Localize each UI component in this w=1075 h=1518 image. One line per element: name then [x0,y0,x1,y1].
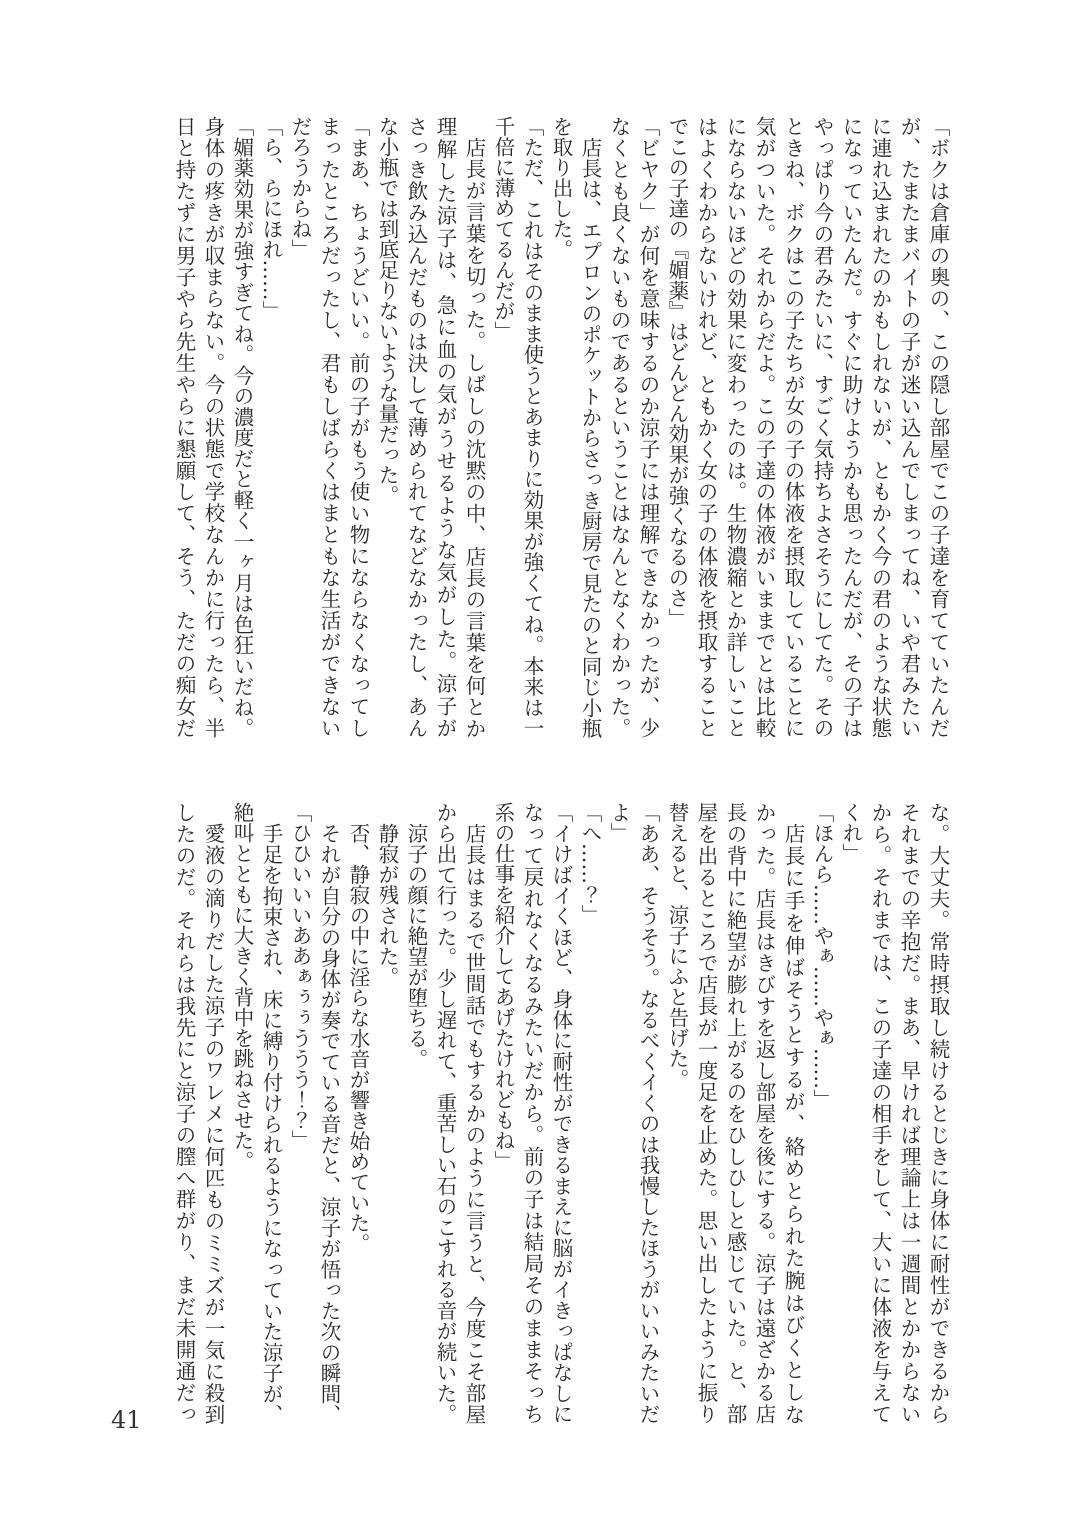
text-column: 否、静寂の中に淫らな水音が響き始めていた。 [346,822,370,1253]
text-column: やっぱり今の君みたいに、すごく気持ちよさそうにしてた。その [810,116,834,738]
text-column: から出て行った。少し遅れて、重苦しい石のこすれる音が続いた。 [433,802,457,1425]
text-column: 系の仕事を紹介してあげたけれどもね」 [491,802,515,1171]
text-column: だろうからね」 [288,116,312,260]
text-column: 「イけばイくほど、身体に耐性ができるまえに脳がイきっぱなしに [549,802,573,1424]
text-column: 手足を拘束され、床に縛り付けられるようになっていた涼子が、 [259,822,283,1424]
text-column: 「ただ、これはそのまま使うとあまりに効果が強くてね。本来は一 [520,116,544,739]
text-column: 「へ……？」 [578,802,602,925]
text-column: 気がついた。それからだよ。この子達の体液がいままでとは比較 [752,116,776,738]
text-column: 店長に手を伸ばそうとするが、絡めとられた腕はびくとしな [781,822,805,1424]
text-column: 千倍に薄めてるんだが」 [491,116,515,342]
text-column: にならないほどの効果に変わったのは。生物濃縮とか詳しいこと [723,116,747,738]
text-column: 「まあ、ちょうどいい。前の子がもう使い物にならなくなってし [346,116,370,738]
text-column: なくとも良くないものであるということはなんとなくわかった。 [607,116,631,738]
text-column: 「ほんら……やぁ……やぁ……」 [810,802,834,1110]
text-column: になっていたんだ。すぐに助けようかも思ったんだが、その子は [839,116,863,738]
text-column: よ」 [607,802,631,843]
text-column: 涼子の顔に絶望が堕ちる。 [404,822,428,1069]
text-column: 「ビヤク」が何を意味するのか涼子には理解できなかったが、少 [636,116,660,738]
text-column: 理解した涼子は、急に血の気がうせるような気がした。涼子が [433,116,457,738]
text-column: 身体の疼きが収まらない。今の状態で学校なんかに行ったら、半 [201,116,225,738]
text-column: でこの子達の『媚薬』はどんどん効果が強くなるのさ」 [665,116,689,629]
text-column: まったところだったし、君もしばらくはまともな生活ができない [317,116,341,738]
text-block-top [169,116,952,738]
text-column: 日と持たずに男子やら先生やらに懇願して、そう、ただの痴女だ [172,116,196,738]
text-column: ときね、ボクはこの子たちが女の子の体液を摂取していることに [781,116,805,738]
text-column: はよくわからないけれど、ともかく女の子の体液を摂取すること [694,116,718,738]
text-column: な。大丈夫。常時摂取し続けるとじきに身体に耐性ができるから [926,802,950,1424]
text-column: くれ」 [839,802,863,864]
text-column: かった。店長はきびすを返し部屋を後にする。涼子は遠ざかる店 [752,802,776,1424]
text-column: 「ひひいいいああぁぅぅううう！？」 [288,802,312,1151]
text-column: を取り出した。 [549,116,573,260]
text-column: が、たまたまバイトの子が迷い込んでしまってね、いや君みたい [897,116,921,738]
text-column: 「ああ、そうそう。なるべくイくのは我慢したほうがいいみたいだ [636,802,660,1424]
text-column: 「媚薬効果が強すぎてね。今の濃度だと軽く一ヶ月は色狂いだね。 [230,116,254,739]
text-column: から。それまでは、この子達の相手をして、大いに体液を与えて [868,802,892,1424]
text-column: 屋を出るところで店長が一度足を止めた。思い出したように振り [694,802,718,1424]
text-column: 長の背中に絶望が膨れ上がるのをひしひしと感じていた。と、部 [723,802,747,1424]
text-column: なって戻れなくなるみたいだから。前の子は結局そのままそっち [520,802,544,1424]
text-column: 愛液の滴りだした涼子のワレメに何匹ものミミズが一気に殺到 [201,822,225,1424]
text-column: 店長が言葉を切った。しばしの沈黙の中、店長の言葉を何とか [462,136,486,738]
page-number: 41 [111,1406,142,1434]
text-column: 店長は、エプロンのポケットからさっき厨房で見たのと同じ小瓶 [578,136,602,738]
text-column: 店長はまるで世間話でもするかのように言うと、今度こそ部屋 [462,822,486,1424]
text-column: 「ら、らにほれ……」 [259,116,283,321]
text-column: に連れ込まれたのかもしれないが、ともかく今の君のような状態 [868,116,892,738]
text-column: 絶叫とともに大きく背中を跳ねさせた。 [230,802,254,1171]
text-column: 替えると、涼子にふと告げた。 [665,802,689,1089]
text-column: 静寂が残された。 [375,822,399,987]
text-column: それまでの辛抱だ。まあ、早ければ理論上は一週間とかからない [897,802,921,1424]
text-column: な小瓶では到底足りないような量だった。 [375,116,399,506]
text-column: したのだ。それらは我先にと涼子の膣へ群がり、まだ未開通だっ [172,802,196,1424]
text-block-bottom [169,802,952,1424]
text-column: 「ボクは倉庫の奥の、この隠し部屋でこの子達を育てていたんだ [926,116,950,738]
text-column: それが自分の身体が奏でている音だと、涼子が悟った次の瞬間、 [317,822,341,1424]
text-column: さっき飲み込んだものは決して薄められてなどなかったし、あん [404,116,428,738]
